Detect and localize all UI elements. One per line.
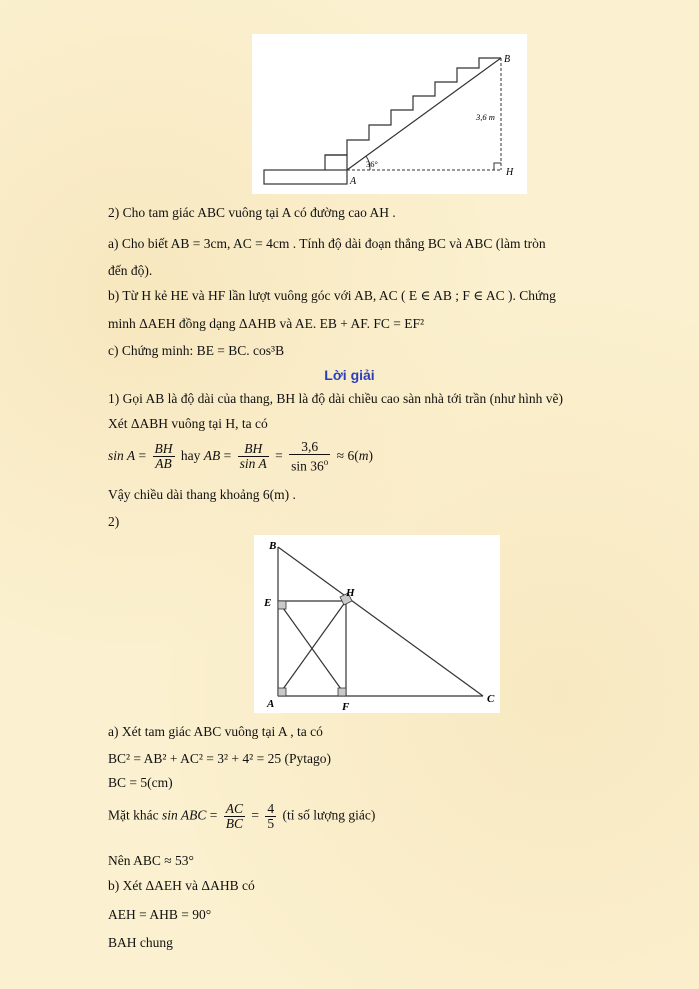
solution-bc: BC = 5(cm) [108,775,173,790]
solution-bc2: BC² = AB² + AC² = 3² + 4² = 25 (Pytago) [108,751,331,766]
problem-intro: 2) Cho tam giác ABC vuông tại A có đường cao AH . [108,205,396,220]
problem-b-line1: b) Từ H kẻ HE và HF lần lượt vuông góc với AB, AC ( E ∈ AB ; F ∈ AC ). Chứng [108,288,556,303]
staircase-diagram [252,34,527,194]
problem-b-line2: minh ΔAEH đồng dạng ΔAHB và AE. EB + AF. FC = EF² [108,316,425,331]
solution-a1: a) Xét tam giác ABC vuông tại A , ta có [108,724,323,739]
problem-a-line1: a) Cho biết AB = 3cm, AC = 4cm . Tính độ dài đoạn thẳng BC và ABC (làm tròn [108,236,546,251]
fig2-label-a: A [267,698,275,710]
fig2-label-b: B [269,540,277,552]
angle-label: 36° [366,159,378,169]
sin-tail: (tỉ số lượng giác) [282,807,376,823]
solution-p1: 1) Gọi AB là độ dài của thang, BH là độ dài chiều cao sàn nhà tới trần (như hình vẽ) [108,391,563,406]
solution-angle-eq: AEH = AHB = 90° [108,907,212,922]
solution-heading: Lời giải [324,367,375,383]
fig2-label-c: C [487,693,495,705]
problem-a-line2: đến độ). [108,263,153,278]
solution-nen: Nên ABC ≈ 53° [108,853,194,868]
fig2-label-e: E [264,597,272,609]
height-label: 3,6 m [476,112,495,122]
solution-bah: BAH chung [108,935,173,950]
figure-triangle [254,535,500,713]
solution-p2: Xét ΔABH vuông tại H, ta có [108,416,268,431]
problem-c-line: c) Chứng minh: BE = BC. cos³B [108,343,285,358]
triangle-diagram [254,535,500,713]
label-h: H [506,167,514,178]
fig2-label-f: F [342,701,350,713]
solution-p4: Vậy chiều dài thang khoảng 6(m) . [108,487,296,502]
label-b: B [504,54,511,65]
sin-formula: sin A = $\frac{BH}{AB}$ hay AB = $\frac{BH}{\text{sin A}}$ = $\frac{3,6}{\sin 36^o}$ ≈ 6(m) [108,439,373,474]
label-a: A [350,176,357,187]
fig2-label-h: H [346,587,355,599]
solution-p5: 2) [108,514,120,529]
figure-staircase [252,34,527,194]
sin-abc-formula: Mặt khác sin ABC = $\frac{AC}{BC}$ = $\frac{4}{5}$ (tỉ số lượng giác) [108,801,376,831]
solution-b1: b) Xét ΔAEH và ΔAHB có [108,878,255,893]
